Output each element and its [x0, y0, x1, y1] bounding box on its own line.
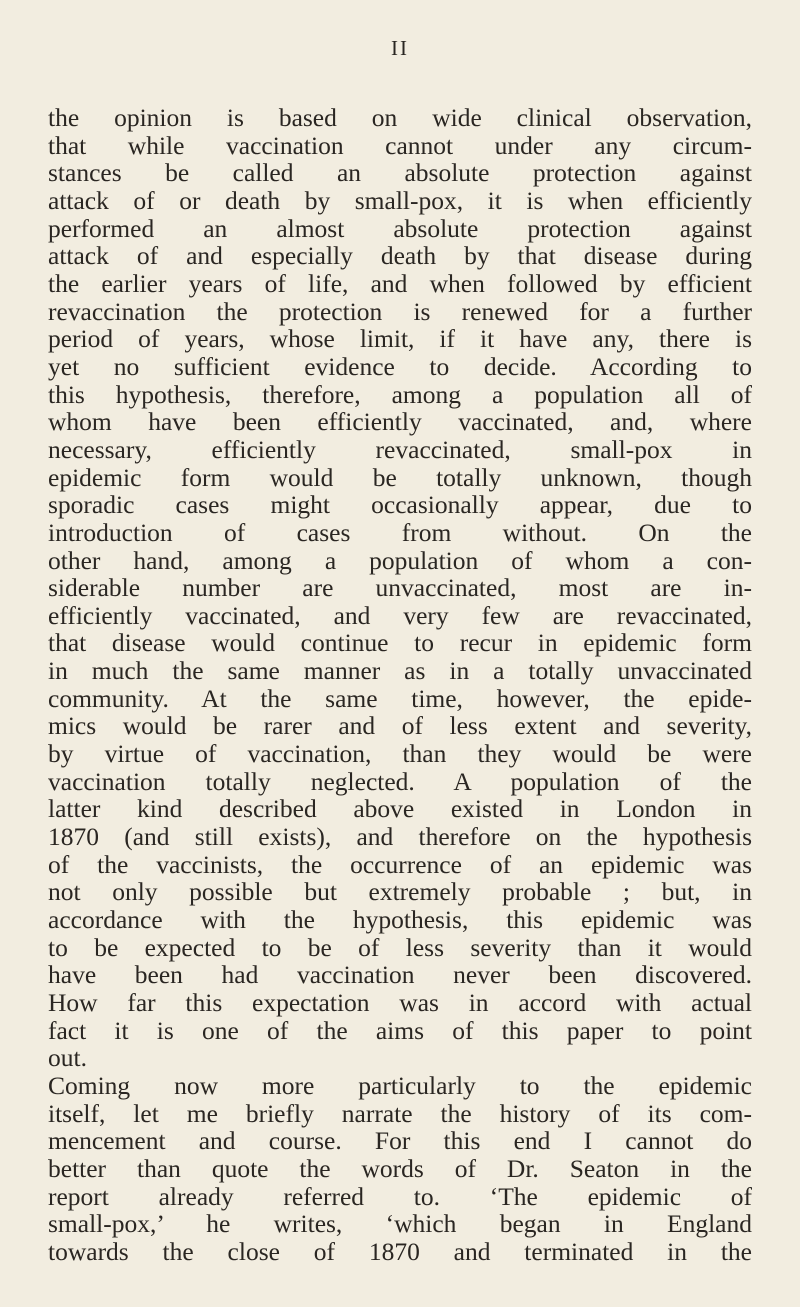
text-line: period of years, whose limit, if it have any, there is: [48, 324, 752, 354]
text-line: 1870 (and still exists), and therefore on the hypothesis: [48, 822, 752, 852]
text-line: community. At the same time, however, the epide-: [48, 683, 752, 713]
text-line: vaccination totally neglected. A population of the: [48, 766, 752, 796]
text-line: performed an almost absolute protection against: [48, 213, 752, 243]
text-line: Coming now more particularly to the epidemic: [48, 1070, 752, 1100]
text-line: the earlier years of life, and when followed by efficient: [48, 268, 752, 298]
text-line: better than quote the words of Dr. Seaton in the: [48, 1153, 752, 1183]
text-line: out.: [48, 1043, 87, 1073]
page-number: II: [391, 36, 409, 60]
text-line: by virtue of vaccination, than they would be were: [48, 739, 752, 769]
text-line: attack of and especially death by that disease during: [48, 241, 752, 271]
text-line: whom have been efficiently vaccinated, and, where: [48, 407, 752, 437]
text-line: accordance with the hypothesis, this epidemic was: [48, 905, 752, 935]
text-line: have been had vaccination never been discovered.: [48, 960, 752, 990]
text-line: attack of or death by small-pox, it is when efficiently: [48, 185, 752, 215]
text-line: sporadic cases might occasionally appear, due to: [48, 490, 752, 520]
text-line: How far this expectation was in accord with actual: [48, 988, 752, 1017]
text-line: revaccination the protection is renewed for a further: [48, 296, 752, 326]
text-line: the opinion is based on wide clinical observation,: [48, 103, 752, 132]
text-line: itself, let me briefly narrate the history of its com-: [48, 1098, 752, 1128]
text-line: that while vaccination cannot under any circum-: [48, 130, 752, 160]
paragraph: [48, 1072, 752, 1266]
text-line: stances be called an absolute protection against: [48, 158, 752, 188]
text-line: to be expected to be of less severity than it would: [48, 932, 752, 962]
text-line: in much the same manner as in a totally unvaccinated: [48, 656, 752, 686]
text-line: yet no sufficient evidence to decide. According to: [48, 351, 752, 381]
text-line: latter kind described above existed in London in: [48, 794, 752, 824]
text-line: report already referred to. ‘The epidemic of: [48, 1181, 752, 1211]
text-line: siderable number are unvaccinated, most are in-: [48, 573, 752, 603]
body-text: [48, 104, 752, 1266]
text-line: introduction of cases from without. On the: [48, 517, 752, 547]
text-line: fact it is one of the aims of this paper to point: [48, 1015, 752, 1045]
text-line: not only possible but extremely probable ; but, in: [48, 877, 752, 907]
paragraph: [48, 104, 752, 1072]
text-line: mencement and course. For this end I cannot do: [48, 1126, 752, 1156]
text-line: epidemic form would be totally unknown, though: [48, 462, 752, 492]
text-line: this hypothesis, therefore, among a population all of: [48, 379, 752, 409]
text-line: of the vaccinists, the occurrence of an epidemic was: [48, 849, 752, 879]
text-line: small-pox,’ he writes, ‘which began in England: [48, 1209, 752, 1239]
text-line: towards the close of 1870 and terminated in the: [48, 1236, 752, 1266]
text-line: that disease would continue to recur in epidemic form: [48, 628, 752, 658]
text-line: necessary, efficiently revaccinated, small-pox in: [48, 434, 752, 464]
text-line: other hand, among a population of whom a con-: [48, 545, 752, 575]
text-line: mics would be rarer and of less extent and severity,: [48, 711, 752, 741]
text-line: efficiently vaccinated, and very few are revaccinated,: [48, 600, 752, 630]
